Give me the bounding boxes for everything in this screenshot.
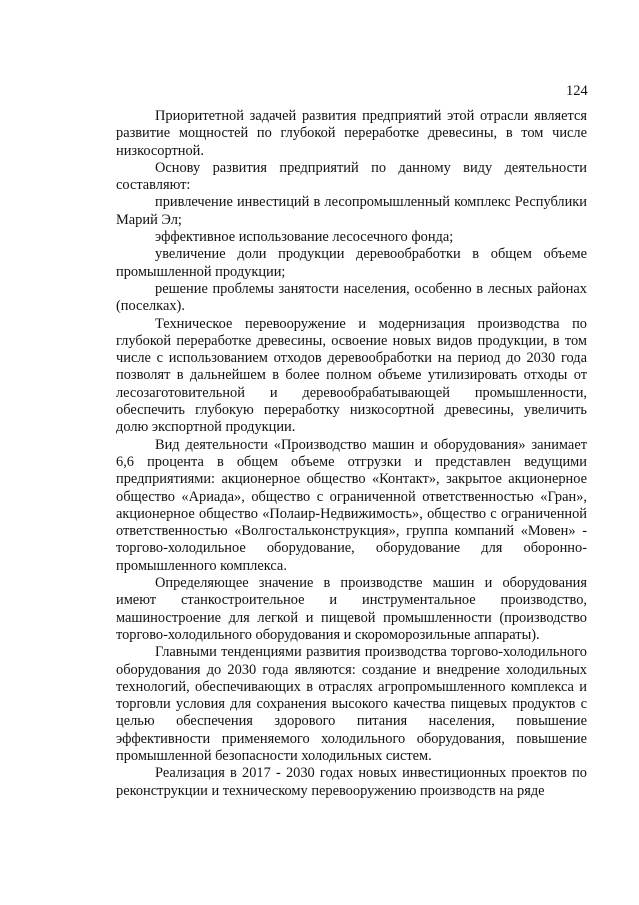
list-item-employment: решение проблемы занятости населения, особенно в лесных районах (поселках).	[116, 280, 587, 315]
body-text	[116, 108, 587, 800]
paragraph-development-basis: Основу развития предприятий по данному виду деятельности составляют:	[116, 159, 587, 194]
list-item-woodworking-share: увеличение доли продукции деревообработки в общем объеме промышленной продукции;	[116, 246, 587, 280]
paragraph-machinery-production: Вид деятельности «Производство машин и оборудования» занимает 6,6 процента в общем объеме отгрузки и представлен ведущими предприятиями: акционерное общество «Контакт», закрытое акционерное общество «Ариада», общество с ограниченной ответственностью «Гран», акционерное общество «Полаир-Недвижимость», общество с ограниченной ответственностью «Волгостальконструкция», группа компаний «Мовен» - торгово-холодильное оборудование, оборудование для оборонно-промышленного комплекса.	[116, 436, 587, 574]
list-item-investment: привлечение инвестиций в лесопромышленный комплекс Республики Марий Эл;	[116, 194, 587, 228]
page-number: 124	[566, 83, 588, 99]
paragraph-refrigeration-trends: Главными тенденциями развития производства торгово-холодильного оборудования до 2030 года являются: создание и внедрение холодильных технологий, обеспечивающих в отраслях агропромышленного комплекса и торговли условия для сохранения высокого качества пищевых продуктов с целью обеспечения здорового питания населения, повышение эффективности применяемого холодильного оборудования, повышение промышленной безопасности холодильных систем.	[116, 644, 587, 764]
paragraph-priority-task: Приоритетной задачей развития предприятий этой отрасли является развитие мощностей по глубокой переработке древесины, в том числе низкосортной.	[116, 108, 587, 159]
paragraph-investment-projects: Реализация в 2017 - 2030 годах новых инвестиционных проектов по реконструкции и техническому перевооружению производств на ряде	[116, 765, 587, 799]
paragraph-machine-tool-industry: Определяющее значение в производстве машин и оборудования имеют станкостроительное и инструментальное производство, машиностроение для легкой и пищевой промышленности (производство торгово-холодильного оборудования и скороморозильные аппараты).	[116, 575, 587, 643]
paragraph-modernization: Техническое перевооружение и модернизация производства по глубокой переработке древесины, освоение новых видов продукции, в том числе с использованием отходов деревообработки на период до 2030 года позволят в дальнейшем в более полном объеме утилизировать отходы от лесозаготовительной и деревообрабатывающей промышленности, обеспечить глубокую переработку низкосортной древесины, увеличить долю экспортной продукции.	[116, 315, 587, 436]
list-item-forest-fund: эффективное использование лесосечного фонда;	[155, 229, 454, 246]
